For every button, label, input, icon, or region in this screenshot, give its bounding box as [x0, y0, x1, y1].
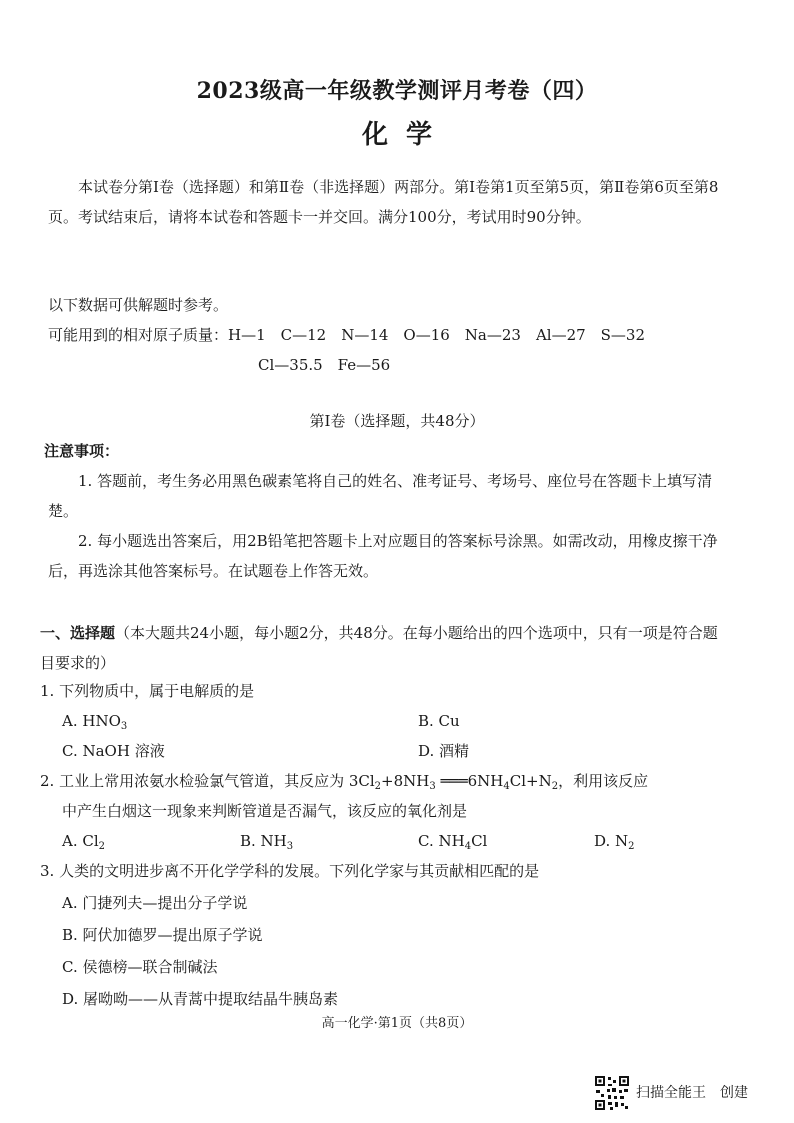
atomic-mass-line-2: Cl—35.5 Fe—56 — [258, 356, 391, 374]
exam-title: 2023级高一年级教学测评月考卷（四） — [196, 78, 598, 104]
q3-option-b: B. 阿伏加德罗—提出原子学说 — [62, 926, 263, 944]
q1-option-d: D. 酒精 — [418, 742, 470, 760]
subject-title: 化学 — [361, 120, 450, 150]
q3-option-a: A. 门捷列夫—提出分子学说 — [62, 894, 248, 912]
q1-option-a: A. $HNO_3$ — [62, 712, 128, 732]
q2-option-a: A. $Cl_2$ — [62, 832, 106, 852]
q2-stem-line-2: 中产生白烟这一现象来判断管道是否漏气，该反应的氧化剂是 — [62, 802, 468, 820]
part-heading — [40, 618, 730, 678]
notice-item-2: 2. 每小题选出答案后，用2B铅笔把答题卡上对应题目的答案标号涂黑。如需改动，用橡皮擦干净后，再选涂其他答案标号。在试题卷上作答无效。 — [48, 532, 718, 580]
reference-note: 以下数据可供解题时参考。 — [48, 296, 229, 314]
scanner-watermark: 扫描全能王 创建 — [636, 1085, 748, 1101]
q2-option-b: B. $NH_3$ — [240, 832, 294, 852]
q2-stem: 2. 工业上常用浓氨水检验氯气管道，其反应为 $3Cl_2+8NH_3$ $═══6NH_4Cl+N_2$，利用该反应 — [40, 772, 649, 792]
q3-stem: 3. 人类的文明进步离不开化学学科的发展。下列化学家与其贡献相匹配的是 — [40, 862, 540, 880]
notice-item-1: 1. 答题前，考生务必用黑色碳素笔将自己的姓名、准考证号、考场号、座位号在答题卡上填写清楚。 — [48, 472, 713, 520]
q2-option-d: D. $N_2$ — [594, 832, 635, 852]
q1-option-b: B. Cu — [418, 712, 460, 730]
part-description: （本大题共24小题，每小题2分，共48分。在每小题给出的四个选项中，只有一项是符合题目要求的） — [40, 624, 718, 672]
q3-option-c: C. 侯德榜—联合制碱法 — [62, 958, 218, 976]
q2-option-c: C. $NH_4Cl$ — [418, 832, 488, 852]
qr-code-icon — [594, 1075, 630, 1111]
page-footer: 高一化学·第1页（共8页） — [321, 1016, 473, 1031]
notice-heading: 注意事项： — [44, 442, 120, 460]
q3-option-d: D. 屠呦呦——从青蒿中提取结晶牛胰岛素 — [62, 990, 339, 1008]
section-title: 第Ⅰ卷（选择题，共48分） — [309, 412, 485, 430]
q1-stem: 1. 下列物质中，属于电解质的是 — [40, 682, 255, 700]
part-label: 一、选择题 — [40, 624, 116, 642]
q1-option-c: C. NaOH 溶液 — [62, 742, 165, 760]
atomic-mass-line-1: 可能用到的相对原子质量：H—1 C—12 N—14 O—16 Na—23 Al—27 S—32 — [48, 326, 646, 344]
intro-paragraph: 本试卷分第Ⅰ卷（选择题）和第Ⅱ卷（非选择题）两部分。第Ⅰ卷第1页至第5页，第Ⅱ卷第6页至第8页。考试结束后，请将本试卷和答题卡一并交回。满分100分，考试用时90分钟。 — [48, 178, 719, 226]
